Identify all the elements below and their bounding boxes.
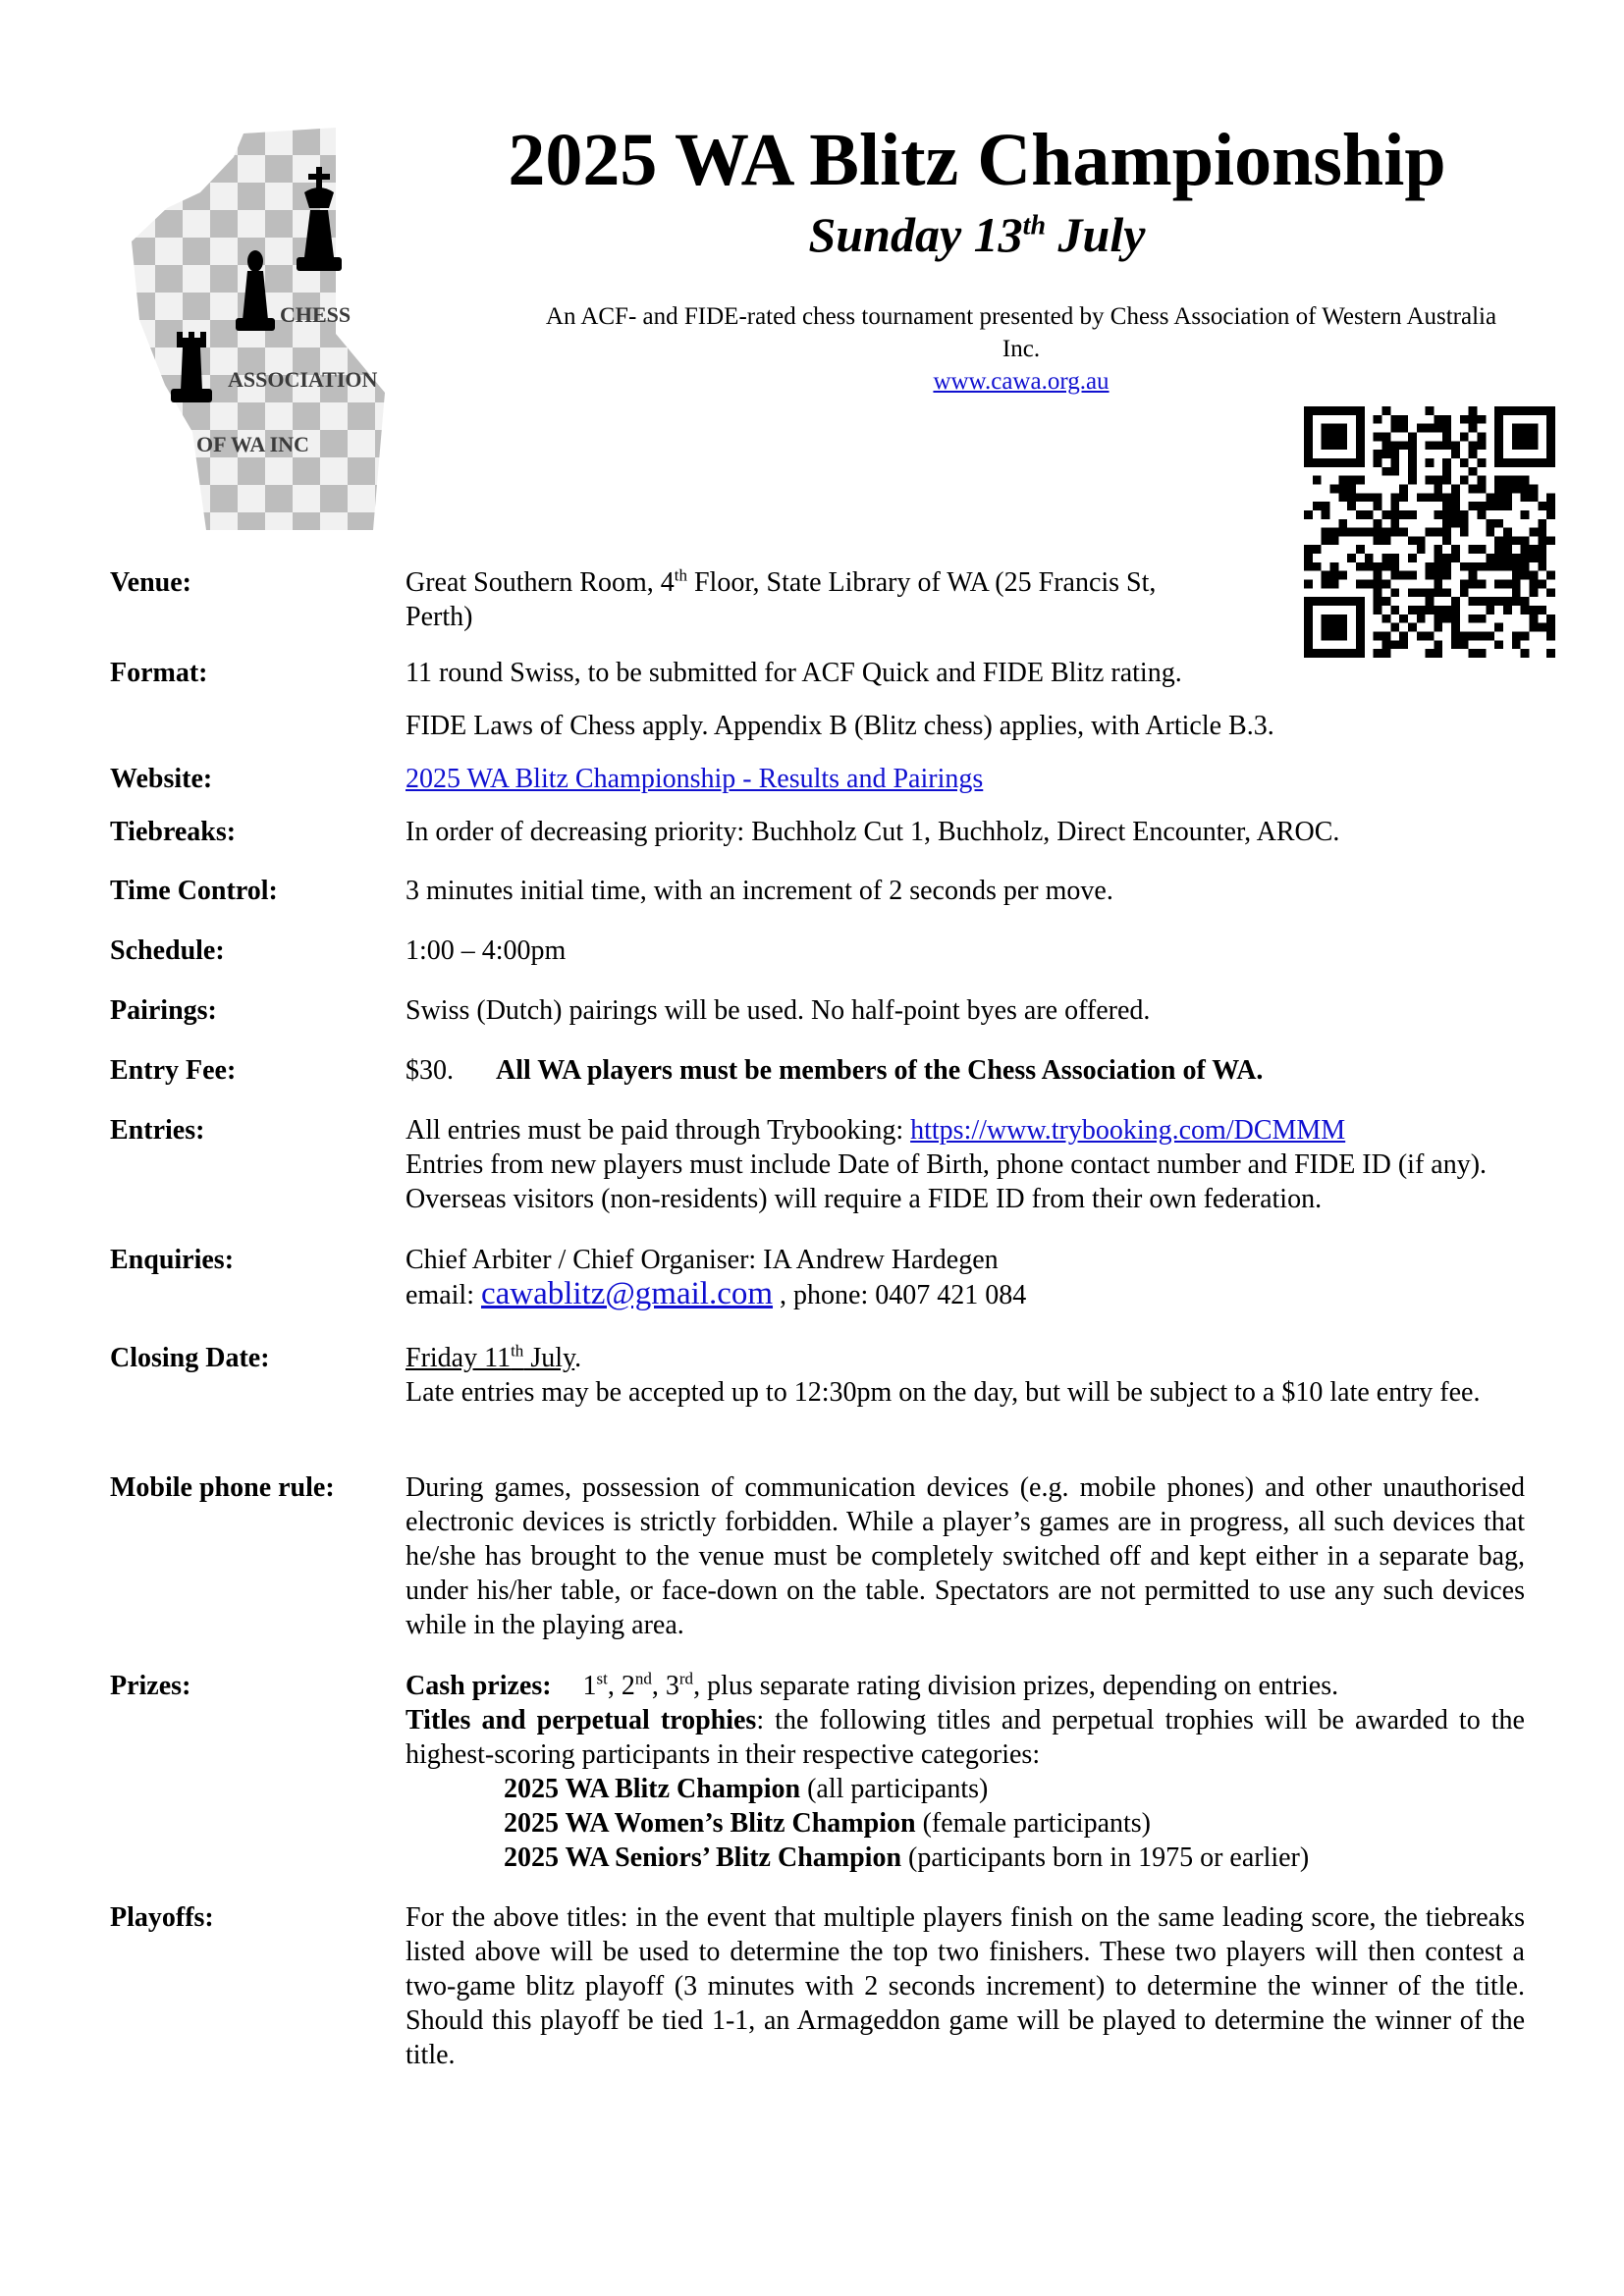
venue-text-b: Floor, State Library of WA (25 Francis St, — [686, 567, 1157, 598]
logo-graphic — [128, 128, 393, 530]
entry-fee-amount: $30. — [406, 1055, 454, 1086]
pairings-value: Swiss (Dutch) pairings will be used. No half-point byes are offered. — [406, 995, 1151, 1026]
mobile-rule-label: Mobile phone rule: — [110, 1472, 335, 1503]
membership-note: All WA players must be members of the Chess Association of WA. — [496, 1055, 1264, 1086]
email-label: email: — [406, 1280, 481, 1310]
schedule-value: 1:00 – 4:00pm — [406, 935, 567, 966]
title-item — [406, 1806, 1525, 1841]
titles-text: : the following titles and perpetual trophies will be awarded to the highest-scoring participants in their respective categories: — [406, 1705, 1525, 1770]
closing-date-period: . — [574, 1343, 582, 1373]
intro-block — [530, 300, 1512, 398]
prizes-label: Prizes: — [110, 1671, 191, 1701]
closing-date-line — [406, 1341, 1525, 1375]
website-label: Website: — [110, 764, 213, 794]
closing-date-label: Closing Date: — [110, 1343, 270, 1373]
entries-value — [406, 1113, 1525, 1216]
entries-text: Entries from new players must include Date of Birth, phone contact number and FIDE ID (if any). Overseas visitors (non-residents) will require a FIDE ID from their own federation. — [406, 1149, 1488, 1214]
closing-date-sup: th — [511, 1341, 524, 1361]
prize-2: , 2 — [607, 1671, 635, 1701]
entries-label: Entries: — [110, 1115, 205, 1146]
results-pairings-link[interactable]: 2025 WA Blitz Championship - Results and Pairings — [406, 764, 984, 794]
playoffs-label: Playoffs: — [110, 1902, 214, 1933]
closing-date-month: July — [523, 1343, 575, 1373]
event-date-sup: th — [1022, 210, 1047, 241]
prize-3-sup: rd — [678, 1669, 694, 1688]
entries-line-1 — [406, 1113, 1525, 1148]
logo-text-of-wa-inc: OF WA INC — [196, 432, 309, 456]
enquiries-value — [406, 1243, 1525, 1312]
cash-prizes-rest: , plus separate rating division prizes, depending on entries. — [693, 1671, 1339, 1701]
page-title: 2025 WA Blitz Championship — [508, 119, 1446, 201]
playoffs-text: For the above titles: in the event that multiple players finish on the same leading score, the tiebreaks listed above will be used to determine the top two finishers. These two players will then contest a two-game blitz playoff (3 minutes with 2 seconds increment) to determine the winner of the title. Should this playoff be tied 1-1, an Armageddon game will be played to determine the winner of the title. — [406, 1902, 1525, 2070]
venue-text-c: Perth) — [406, 602, 473, 632]
time-control-value: 3 minutes initial time, with an increment of 2 seconds per move. — [406, 876, 1113, 906]
titles-paragraph — [406, 1703, 1525, 1772]
prizes-value — [406, 1669, 1525, 1875]
title-note: (all participants) — [800, 1774, 989, 1804]
venue-value — [406, 565, 1250, 634]
closing-date-value — [406, 1341, 1525, 1410]
title-note: (participants born in 1975 or earlier) — [901, 1842, 1310, 1873]
trybooking-link[interactable]: https://www.trybooking.com/DCMMM — [910, 1115, 1346, 1146]
enquiries-label: Enquiries: — [110, 1245, 235, 1275]
email-link[interactable]: cawablitz@gmail.com — [480, 1276, 774, 1311]
tiebreaks-label: Tiebreaks: — [110, 817, 237, 847]
tiebreaks-value: In order of decreasing priority: Buchholz Cut 1, Buchholz, Direct Encounter, AROC. — [406, 817, 1340, 847]
pairings-label: Pairings: — [110, 995, 217, 1026]
prize-3: , 3 — [651, 1671, 679, 1701]
title-item — [406, 1841, 1525, 1875]
arbiter-line: Chief Arbiter / Chief Organiser: IA Andrew Hardegen — [406, 1245, 999, 1275]
prize-1-sup: st — [596, 1669, 608, 1688]
entries-pre: All entries must be paid through Trybooking: — [406, 1115, 911, 1146]
intro-text: An ACF- and FIDE-rated chess tournament presented by Chess Association of Western Australia Inc. — [545, 303, 1497, 362]
cawa-website-link[interactable]: www.cawa.org.au — [933, 368, 1110, 395]
title-item — [406, 1772, 1525, 1806]
title-note: (female participants) — [915, 1808, 1151, 1839]
format-line-2: FIDE Laws of Chess apply. Appendix B (Blitz chess) applies, with Article B.3. — [406, 711, 1274, 741]
website-value — [406, 762, 1525, 796]
prize-2-sup: nd — [634, 1669, 652, 1688]
mobile-rule-text: During games, possession of communication devices (e.g. mobile phones) and other unauthorised electronic devices is strictly forbidden. While a player’s games are in progress, all such devices that he/she has brought to the venue must be completely switched off and kept either in a separate bag, under his/her table, or face-down on the table. Spectators are not permitted to use any such devices while in the playing area. — [406, 1472, 1525, 1640]
title-name: 2025 WA Women’s Blitz Champion — [504, 1808, 916, 1839]
closing-date-day: Friday 11 — [406, 1343, 512, 1373]
entry-fee-value — [406, 1053, 1525, 1088]
phone-text: , phone: 0407 421 084 — [773, 1280, 1027, 1310]
cash-prizes-line — [406, 1669, 1525, 1703]
titles-label: Titles and perpetual trophies — [406, 1705, 757, 1735]
cawa-logo — [128, 128, 393, 530]
qr-code[interactable] — [1304, 406, 1555, 658]
closing-date-date — [406, 1343, 574, 1373]
logo-text-association: ASSOCIATION — [228, 367, 378, 392]
format-label: Format: — [110, 658, 208, 688]
logo-text-chess: CHESS — [280, 302, 352, 327]
venue-sup: th — [674, 565, 687, 585]
title-name: 2025 WA Seniors’ Blitz Champion — [504, 1842, 902, 1873]
prize-1: 1 — [582, 1671, 597, 1701]
cash-prizes-label: Cash prizes: — [406, 1671, 552, 1701]
format-line-1: 11 round Swiss, to be submitted for ACF Quick and FIDE Blitz rating. — [406, 658, 1182, 688]
venue-label: Venue: — [110, 567, 191, 598]
qr-code-graphic — [1304, 406, 1555, 658]
entry-fee-label: Entry Fee: — [110, 1055, 237, 1086]
time-control-label: Time Control: — [110, 876, 278, 906]
contact-line — [406, 1277, 1525, 1312]
title-name: 2025 WA Blitz Champion — [504, 1774, 801, 1804]
schedule-label: Schedule: — [110, 935, 225, 966]
event-date-month: July — [1046, 207, 1146, 262]
event-date-main: Sunday 13 — [808, 207, 1023, 262]
late-entry-text: Late entries may be accepted up to 12:30pm on the day, but will be subject to a $10 late entry fee. — [406, 1377, 1481, 1408]
venue-text-a: Great Southern Room, 4 — [406, 567, 675, 598]
event-date — [373, 208, 1581, 262]
